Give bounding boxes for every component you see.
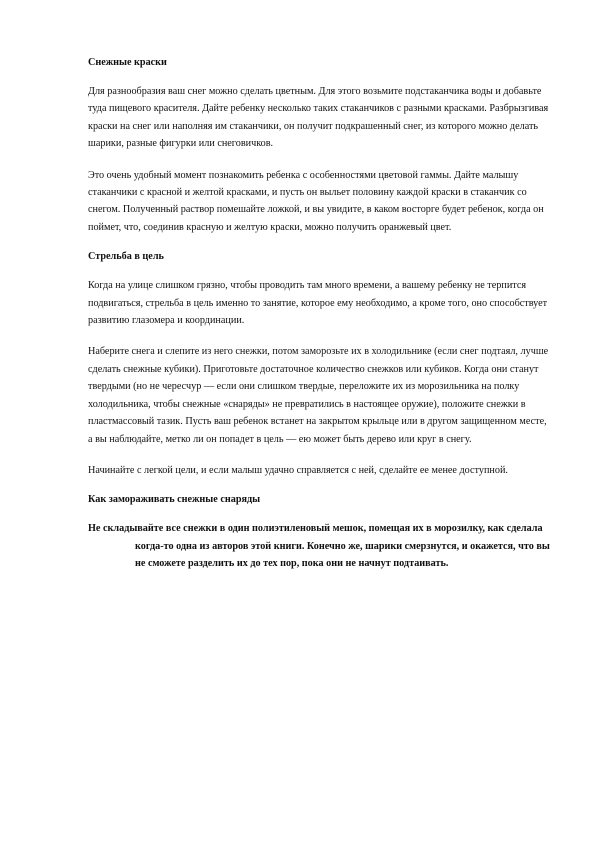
paragraph: Когда на улице слишком грязно, чтобы проводить там много времени, а вашему ребенку не терпится подвигаться, стрельба в цель именно то занятие, которое ему необходимо, а кроме того, оно способствует развитию глазомера и координации. <box>88 280 548 327</box>
paragraph: Для разнообразия ваш снег можно сделать цветным. Для этого возьмите подстаканчика воды и добавьте туда пищевого красителя. Дайте ребенку несколько таких стаканчиков с разными красками. Разбрызгивая краски на снег или наполняя им стаканчики, он получит подкрашенный снег, из которого можно делать шарики, разные фигурки или снеговичков. <box>88 86 549 150</box>
paragraph: Начинайте с легкой цели, и если малыш удачно справляется с ней, сделайте ее менее доступной. <box>88 464 508 476</box>
section-heading-freezing-snowballs: Как замораживать снежные снаряды <box>88 494 261 506</box>
paragraph: Это очень удобный момент познакомить ребенка с особенностями цветовой гаммы. Дайте малышу стаканчики с красной и желтой красками, и пусть он выльет половину каждой краски в стаканчик со снегом. Полученный раствор помешайте ложкой, и вы увидите, в каком восторге будет ребенок, когда он поймет, что, соединив красную и желтую краски, можно получить оранжевый цвет. <box>88 169 544 233</box>
paragraph: Наберите снега и слепите из него снежки, потом заморозьте их в холодильнике (если снег подтаял, лучше сделать снежные кубики). Приготовьте достаточное количество снежков или кубиков. Когда они станут твердыми (но не чересчур — если они слишком твердые, переложите их из морозильника на полку холодильника, чтобы снежные «снаряды» не превратились в настоящее оружие), положите снежки в пластмассовый тазик. Пусть ваш ребенок встанет на закрытом крыльце или в другом защищенном месте, а вы наблюдайте, метко ли он попадет в цель — ею может быть дерево или круг в снегу. <box>88 346 549 445</box>
bold-hanging-paragraph: Не складывайте все снежки в один полиэтиленовый мешок, помещая их в морозилку, как сделала когда-то одна из авторов этой книги. Конечно же, шарики смерзнутся, и окажется, что вы не сможете разделить их до тех пор, пока они не начнут подтаивать. <box>88 523 550 570</box>
section-heading-target-shooting: Стрельба в цель <box>88 251 164 263</box>
section-heading-snow-paints: Снежные краски <box>88 57 167 68</box>
document-body <box>88 56 552 573</box>
